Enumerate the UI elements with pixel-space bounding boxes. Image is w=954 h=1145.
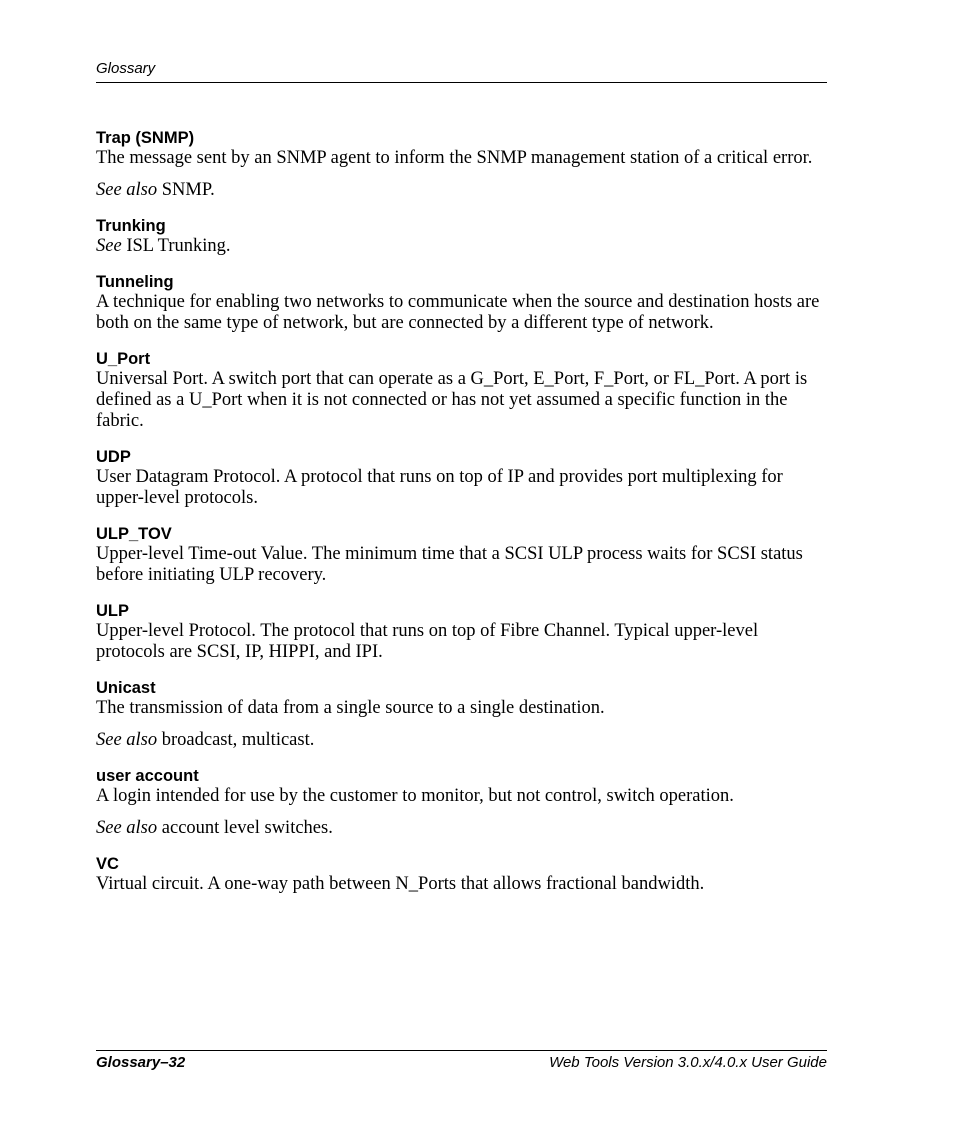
glossary-entry-tunneling	[96, 272, 827, 334]
glossary-definition: The transmission of data from a single source to a single destination.	[96, 698, 605, 718]
see-also-reference	[96, 180, 827, 201]
see-label: See also	[96, 730, 158, 750]
glossary-entry-u-port	[96, 349, 827, 432]
page-header	[96, 60, 827, 83]
see-target: SNMP.	[157, 180, 215, 200]
glossary-term: VC	[96, 855, 119, 873]
glossary-definition: A technique for enabling two networks to communicate when the source and destination hosts are both on the same type of network, but are connected by a different type of network.	[96, 292, 820, 333]
see-target: account level switches.	[157, 818, 333, 838]
see-label: See also	[96, 180, 158, 200]
see-also-reference	[96, 818, 827, 839]
glossary-entry-vc	[96, 854, 827, 895]
glossary-entry-unicast	[96, 678, 827, 751]
see-reference	[96, 236, 827, 257]
glossary-content	[96, 128, 827, 910]
glossary-entry-udp	[96, 447, 827, 509]
glossary-definition: Universal Port. A switch port that can operate as a G_Port, E_Port, F_Port, or FL_Port. A port is defined as a U_Port when it is not connected or has not yet assumed a specific function in the fabric.	[96, 369, 808, 431]
glossary-entry-trunking	[96, 216, 827, 257]
glossary-definition: A login intended for use by the customer to monitor, but not control, switch operation.	[96, 786, 734, 806]
glossary-term: Tunneling	[96, 273, 174, 291]
glossary-term: UDP	[96, 448, 131, 466]
glossary-definition: Upper-level Protocol. The protocol that runs on top of Fibre Channel. Typical upper-level protocols are SCSI, IP, HIPPI, and IPI.	[96, 621, 759, 662]
glossary-definition: The message sent by an SNMP agent to inform the SNMP management station of a critical error.	[96, 148, 813, 168]
see-label: See also	[96, 818, 158, 838]
see-label: See	[96, 236, 122, 256]
glossary-term: Trap (SNMP)	[96, 129, 195, 147]
see-target: broadcast, multicast.	[157, 730, 315, 750]
glossary-definition: Upper-level Time-out Value. The minimum time that a SCSI ULP process waits for SCSI status before initiating ULP recovery.	[96, 544, 803, 585]
glossary-term: Unicast	[96, 679, 156, 697]
glossary-term: ULP	[96, 602, 129, 620]
header-title: Glossary	[96, 60, 156, 77]
glossary-definition: User Datagram Protocol. A protocol that runs on top of IP and provides port multiplexing for upper-level protocols.	[96, 467, 783, 508]
glossary-term: U_Port	[96, 350, 151, 368]
glossary-entry-ulp	[96, 601, 827, 663]
glossary-term: user account	[96, 767, 199, 785]
see-target: ISL Trunking.	[121, 236, 231, 256]
page-footer	[96, 1050, 827, 1071]
document-title: Web Tools Version 3.0.x/4.0.x User Guide	[549, 1054, 827, 1071]
glossary-definition: Virtual circuit. A one-way path between N_Ports that allows fractional bandwidth.	[96, 874, 705, 894]
glossary-entry-user-account	[96, 766, 827, 839]
glossary-entry-trap-snmp	[96, 128, 827, 201]
glossary-entry-ulp-tov	[96, 524, 827, 586]
see-also-reference	[96, 730, 827, 751]
glossary-term: Trunking	[96, 217, 166, 235]
page-number: Glossary–32	[96, 1054, 186, 1071]
glossary-term: ULP_TOV	[96, 525, 172, 543]
